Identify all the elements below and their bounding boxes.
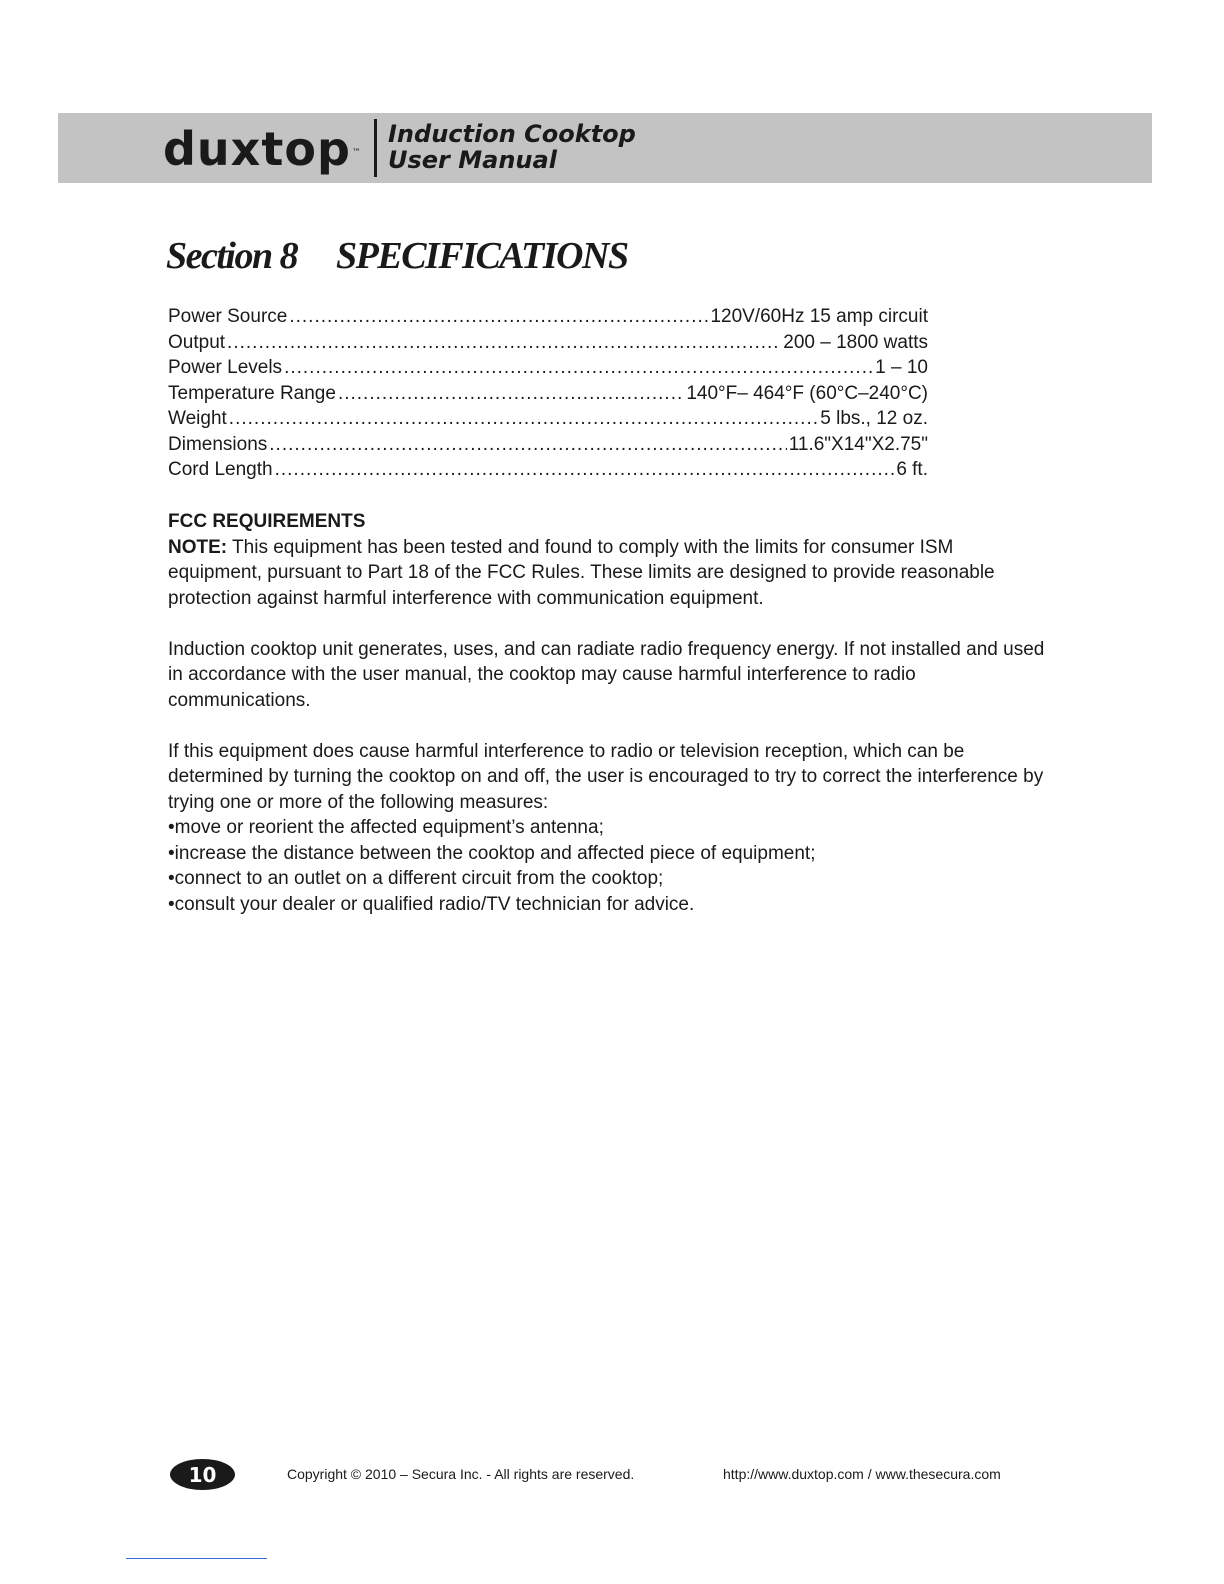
dot-leader bbox=[338, 381, 684, 407]
spec-row-power-source bbox=[168, 304, 928, 330]
specifications-list bbox=[168, 304, 928, 483]
list-item: • increase the distance between the cooktop and affected piece of equipment; bbox=[168, 841, 1048, 867]
fcc-paragraph-2: Induction cooktop unit generates, uses, and can radiate radio frequency energy. If not installed and used in accordance with the user manual, the cooktop may cause harmful interference to radio communications. bbox=[168, 638, 1045, 711]
trademark-mark: ™ bbox=[351, 148, 361, 158]
spec-value: 140°F– 464°F (60°C–240°C) bbox=[686, 382, 928, 404]
brand-logo bbox=[163, 122, 361, 176]
list-item: • connect to an outlet on a different circuit from the cooktop; bbox=[168, 866, 1048, 892]
spec-label: Cord Length bbox=[168, 459, 273, 480]
manual-title-line-2: User Manual bbox=[388, 146, 557, 174]
spec-value: 11.6"X14"X2.75" bbox=[788, 433, 928, 455]
spec-label: Temperature Range bbox=[168, 382, 336, 404]
section-title: SPECIFICATIONS bbox=[336, 235, 628, 277]
dot-leader bbox=[284, 355, 873, 381]
dot-leader bbox=[275, 457, 895, 483]
spec-row-power-levels bbox=[168, 355, 928, 381]
section-number: Section 8 bbox=[166, 235, 298, 277]
fcc-requirements bbox=[168, 509, 1048, 917]
measures-list bbox=[168, 815, 1048, 917]
spec-row-output bbox=[168, 330, 928, 356]
manual-title-line-1: Induction Cooktop bbox=[388, 120, 636, 148]
header-divider bbox=[374, 119, 377, 177]
spec-value: 120V/60Hz 15 amp circuit bbox=[710, 306, 928, 327]
spec-value: 200 – 1800 watts bbox=[783, 331, 928, 353]
fcc-note bbox=[168, 535, 1048, 612]
spec-label: Output bbox=[168, 331, 226, 353]
spec-row-temperature-range bbox=[168, 381, 928, 407]
dot-leader bbox=[227, 330, 781, 356]
dot-leader bbox=[269, 432, 786, 458]
page-number-badge: 10 bbox=[170, 1459, 235, 1490]
spec-value: 1 – 10 bbox=[875, 357, 928, 378]
list-item: • move or reorient the affected equipment’s antenna; bbox=[168, 815, 1048, 841]
fcc-paragraph-3: If this equipment does cause harmful interference to radio or television reception, which can be determined by turning the cooktop on and off, the user is encouraged to try to correct the interference by trying one or more of the following measures: bbox=[168, 740, 1044, 813]
fcc-heading: FCC REQUIREMENTS bbox=[168, 511, 366, 532]
spec-row-weight bbox=[168, 406, 928, 432]
spec-label: Power Source bbox=[168, 306, 288, 327]
spec-label: Dimensions bbox=[168, 433, 268, 455]
manual-title bbox=[388, 121, 636, 173]
spec-row-dimensions bbox=[168, 432, 928, 458]
spec-row-cord-length bbox=[168, 457, 928, 483]
footer-rule bbox=[126, 1558, 267, 1559]
dot-leader bbox=[229, 406, 818, 432]
footer-urls: http://www.duxtop.com / www.thesecura.com bbox=[723, 1466, 1001, 1482]
spec-label: Weight bbox=[168, 408, 227, 429]
note-label: NOTE: bbox=[168, 536, 228, 558]
footer-copyright: Copyright © 2010 – Secura Inc. - All rights are reserved. bbox=[287, 1466, 635, 1482]
spec-value: 6 ft. bbox=[896, 459, 928, 480]
brand-name: duxtop bbox=[163, 122, 351, 176]
spec-value: 5 lbs., 12 oz. bbox=[820, 408, 928, 429]
section-heading bbox=[166, 232, 628, 280]
list-item: • consult your dealer or qualified radio/TV technician for advice. bbox=[168, 892, 1048, 918]
note-text: This equipment has been tested and found to comply with the limits for consumer ISM equipment, pursuant to Part 18 of the FCC Rules. These limits are designed to provide reasonable protection against harmful interference with communication equipment. bbox=[168, 536, 995, 609]
spec-label: Power Levels bbox=[168, 357, 283, 378]
dot-leader bbox=[289, 304, 708, 330]
